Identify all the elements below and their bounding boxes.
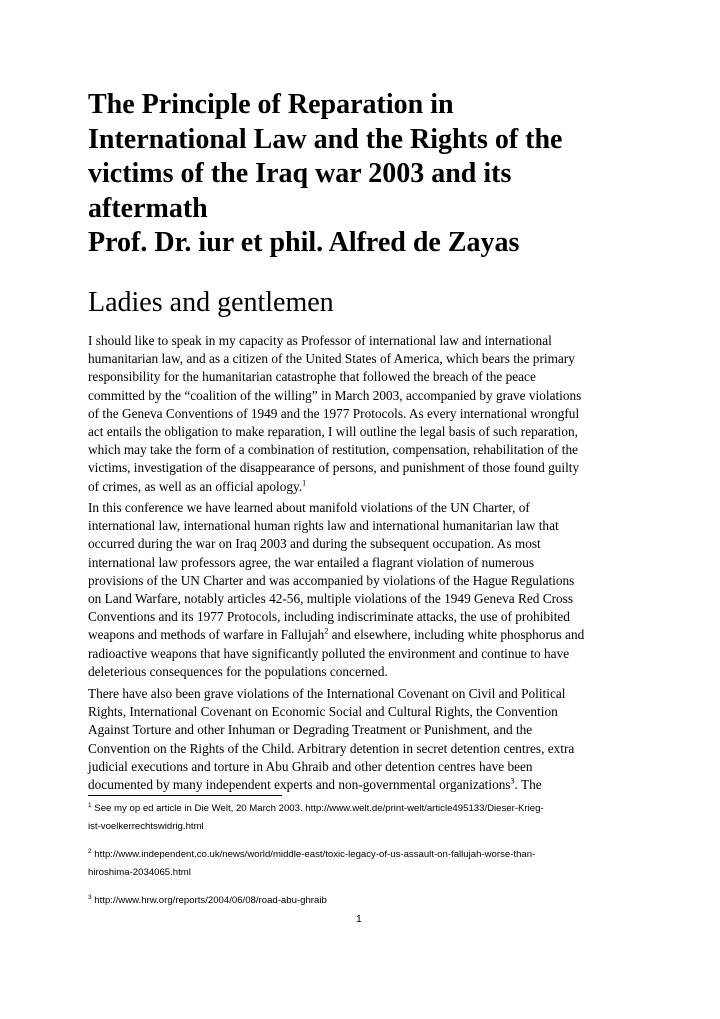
text-fragment: . The xyxy=(514,777,542,793)
text-line: international law, international human rights law and international humanitarian law that xyxy=(88,518,559,534)
footnote-marker: 3 xyxy=(88,893,92,901)
author-line: Prof. Dr. iur et phil. Alfred de Zayas xyxy=(88,227,520,258)
text-line xyxy=(88,478,648,496)
footnote-ref-1[interactable]: 1 xyxy=(302,478,307,488)
text-line: Rights, International Covenant on Economic Social and Cultural Rights, the Convention xyxy=(88,704,558,720)
footnote-marker: 1 xyxy=(88,801,92,809)
text-line: provisions of the UN Charter and was accompanied by violations of the Hague Regulations xyxy=(88,572,575,588)
text-line: I should like to speak in my capacity as Professor of international law and international xyxy=(88,333,552,348)
text-line: committed by the “coalition of the willing” in March 2003, accompanied by grave violations xyxy=(88,387,582,403)
text-line: international law professors agree, the war entailed a flagrant violation of numerous xyxy=(88,554,535,570)
footnote-separator xyxy=(88,795,282,796)
text-line: act entails the obligation to make reparation, I will outline the legal basis of such reparation, xyxy=(88,424,578,440)
footnote-line xyxy=(88,800,648,818)
footnote-line: ist-voelkerrechtswidrig.html xyxy=(88,821,204,832)
paragraph-2 xyxy=(88,499,648,681)
document-title xyxy=(88,88,668,261)
text-line: Convention on the Rights of the Child. Arbitrary detention in secret detention centres, extra xyxy=(88,740,575,756)
footnote-ref-2[interactable]: 2 xyxy=(324,627,329,636)
title-line: The Principle of Reparation in xyxy=(88,89,454,120)
text-line: Against Torture and other Inhuman or Degrading Treatment or Punishment, and the xyxy=(88,722,533,738)
text-line: occurred during the war on Iraq 2003 and during the subsequent occupation. As most xyxy=(88,536,541,552)
paragraph-3 xyxy=(88,685,648,794)
footnote-3 xyxy=(88,892,648,910)
footnote-link[interactable]: http://www.hrw.org/reports/2004/06/08/road-abu-ghraib xyxy=(91,895,327,906)
page-number: 1 xyxy=(356,913,362,925)
paragraph-1 xyxy=(88,332,648,496)
footnote-2 xyxy=(88,846,648,882)
text-line: responsibility for the humanitarian catastrophe that followed the breach of the peace xyxy=(88,369,536,385)
text-line: Conventions and its 1977 Protocols, including indiscriminate attacks, the use of prohibited xyxy=(88,609,570,625)
text-fragment: of crimes, as well as an official apology. xyxy=(88,478,303,494)
text-line: humanitarian law, and as a citizen of the United States of America, which bears the primary xyxy=(88,351,575,367)
title-line: International Law and the Rights of the xyxy=(88,123,563,155)
text-fragment: and elsewhere, including white phosphorus and xyxy=(328,627,585,643)
text-line: In this conference we have learned about manifold violations of the UN Charter, of xyxy=(88,500,530,515)
title-line: aftermath xyxy=(88,192,208,224)
text-line: deleterious consequences for the populations concerned. xyxy=(88,663,388,679)
text-line: which may take the form of a combination of restitution, compensation, rehabilitation of the xyxy=(88,442,579,458)
text-line: judicial executions and torture in Abu Ghraib and other detention centres have been xyxy=(88,758,533,774)
footnote-link[interactable]: hiroshima-2034065.html xyxy=(88,867,191,878)
salutation-heading: Ladies and gentlemen xyxy=(88,287,334,318)
footnote-line xyxy=(88,846,648,864)
footnote-1 xyxy=(88,800,648,836)
footnote-link[interactable]: http://www.independent.co.uk/news/world/middle-east/toxic-legacy-of-us-assault-on-fallujah-worse-than- xyxy=(91,849,536,860)
text-line: radioactive weapons that have significantly polluted the environment and continue to have xyxy=(88,645,570,661)
text-fragment: documented by many independent experts and non-governmental organizations xyxy=(88,777,511,793)
footnote-line xyxy=(88,892,648,910)
text-line xyxy=(88,626,648,644)
text-line: on Land Warfare, notably articles 42-56, multiple violations of the 1949 Geneva Red Cross xyxy=(88,591,574,607)
text-fragment: weapons and methods of warfare in Fallujah xyxy=(88,627,325,643)
text-line: of the Geneva Conventions of 1949 and the 1977 Protocols. As every international wrongful xyxy=(88,405,580,421)
title-line: victims of the Iraq war 2003 and its xyxy=(88,158,512,189)
text-line: victims, investigation of the disappearance of persons, and punishment of those found guilty xyxy=(88,460,580,476)
footnote-ref-3[interactable]: 3 xyxy=(510,776,515,786)
footnote-marker: 2 xyxy=(88,847,92,855)
text-line: There have also been grave violations of the International Covenant on Civil and Political xyxy=(88,686,566,701)
text-line xyxy=(88,776,648,794)
footnote-text: See my op ed article in Die Welt, 20 March 2003. http://www.welt.de/print-welt/article495133/Dieser-Krieg- xyxy=(91,803,544,814)
